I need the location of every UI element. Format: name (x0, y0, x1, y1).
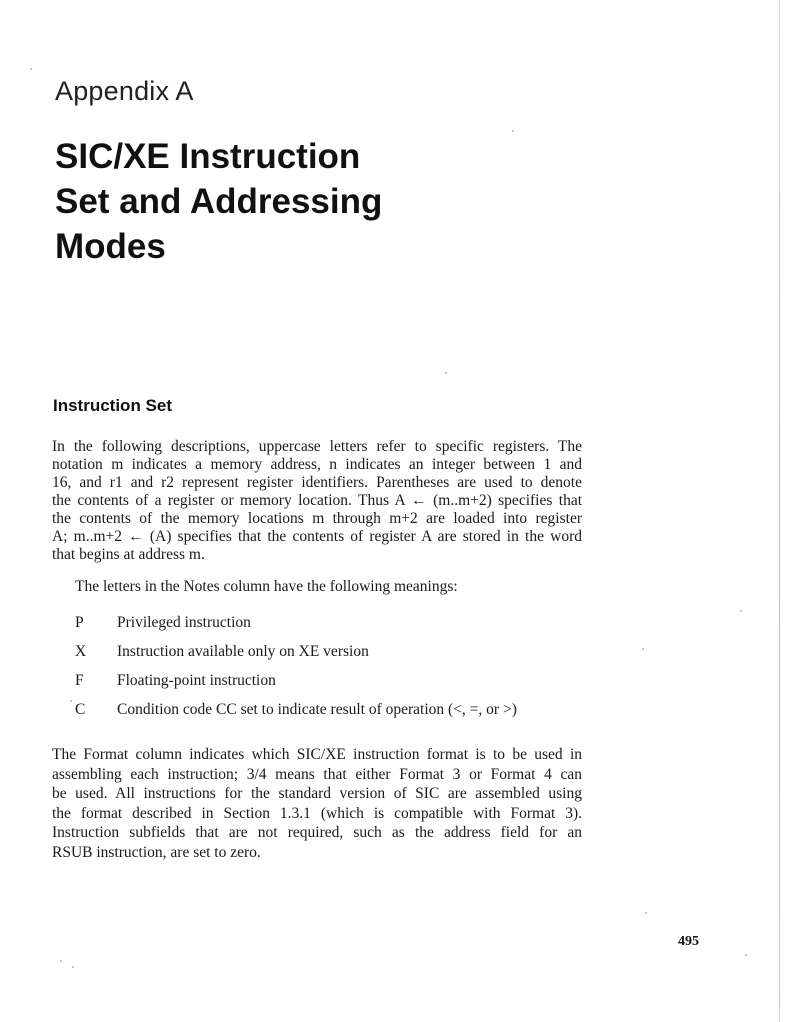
paragraph-line: The Format column indicates which SIC/XE instruction format is to be used in (52, 746, 582, 763)
note-meaning: Privileged instruction (117, 614, 251, 631)
paragraph-line: In the following descriptions, uppercase letters refer to specific registers. The (52, 438, 582, 455)
section-heading: Instruction Set (53, 396, 173, 415)
note-letter: X (75, 643, 87, 660)
scan-speck (70, 700, 72, 702)
scan-speck (72, 966, 74, 968)
note-letter: F (75, 672, 84, 689)
note-letter: C (75, 701, 86, 718)
notes-legend-list (70, 614, 590, 730)
page-edge-line (779, 0, 780, 1022)
scan-speck (745, 954, 747, 956)
page-number: 495 (678, 934, 699, 949)
paragraph-line: that begins at address m. (52, 546, 205, 563)
paragraph-line: notation m indicates a memory address, n indicates an integer between 1 and (52, 456, 582, 473)
chapter-title-line: SIC/XE Instruction (55, 137, 361, 176)
note-meaning: Condition code CC set to indicate result of operation (<, =, or >) (117, 701, 517, 718)
list-item (70, 672, 590, 701)
chapter-title-line: Modes (55, 227, 166, 266)
scan-speck (512, 130, 514, 132)
format-paragraph (52, 745, 582, 862)
paragraph-line: A; m..m+2 ← (A) specifies that the contents of register A are stored in the word (52, 528, 582, 545)
list-item (70, 643, 590, 672)
paragraph-line: the contents of the memory locations m through m+2 are loaded into register (52, 510, 582, 527)
list-item (70, 701, 590, 730)
paragraph-line: 16, and r1 and r2 represent register identifiers. Parentheses are used to denote (52, 474, 582, 491)
scan-speck (30, 68, 32, 70)
scan-speck (740, 610, 742, 612)
notes-intro: The letters in the Notes column have the following meanings: (75, 578, 458, 595)
note-meaning: Instruction available only on XE version (117, 643, 369, 660)
paragraph-line: Instruction subfields that are not required, such as the address field for an (52, 824, 582, 841)
paragraph-line: the format described in Section 1.3.1 (which is compatible with Format 3). (52, 804, 582, 822)
paragraph-line: the contents of a register or memory location. Thus A ← (m..m+2) specifies that (52, 492, 582, 509)
paragraph-line: assembling each instruction; 3/4 means that either Format 3 or Format 4 can (52, 765, 582, 783)
chapter-title-line: Set and Addressing (55, 182, 383, 221)
scan-speck (60, 960, 62, 962)
paragraph-line: RSUB instruction, are set to zero. (52, 843, 261, 861)
scan-speck (642, 648, 644, 650)
scan-speck (445, 372, 447, 374)
scan-speck (645, 912, 647, 914)
list-item (70, 614, 590, 643)
intro-paragraph (52, 438, 582, 564)
paragraph-line: be used. All instructions for the standard version of SIC are assembled using (52, 785, 582, 802)
note-letter: P (75, 614, 84, 631)
note-meaning: Floating-point instruction (117, 672, 276, 689)
chapter-title (55, 134, 555, 269)
appendix-label: Appendix A (55, 76, 194, 106)
